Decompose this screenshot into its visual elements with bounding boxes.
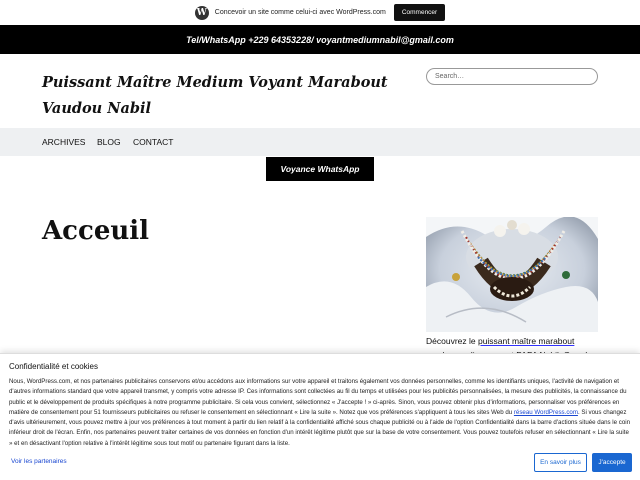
main-navigation: [0, 128, 640, 156]
see-partners-link[interactable]: Voir les partenaires: [11, 458, 67, 465]
sidebar-text-link[interactable]: puissant maître marabout: [477, 336, 575, 346]
accept-button[interactable]: J'accepte: [592, 453, 632, 472]
page-title: Acceuil: [42, 216, 150, 246]
wordpress-network-link[interactable]: réseau WordPress.com: [513, 408, 578, 416]
search-input[interactable]: [426, 68, 598, 85]
cookie-body-text-1: Nous, WordPress.com, et nos partenaires publicitaires conservons et/ou accédons aux informations sur votre appareil et traitons également vos données personnelles, comme les identifiants uniques, l'activité de navigation et d'autres informations standard que votre appareil transmet, y compris votre adresse IP. Ces informations sont collectées au fil du temps et utilisées pour les publicités personnalisées, la mesure des publicités, la connaissance du public et le développement de produits spécifiques à notre programme publicitaire. Si cela vous convient, sélectionnez « J'accepte ! » ci-après. Sinon, vous pouvez obtenir plus d'informations, personnaliser vos préférences en matière de consentement pour 51 fournisseurs publicitaires ou refuser le consentement en sélectionnant « Lire la suite ». Notez que vos préférences s'appliquent à tous les sites Web du: [9, 378, 627, 416]
wordpress-logo-icon: W: [196, 7, 207, 18]
contact-bar: [0, 25, 640, 54]
cookie-body-text-2: . Si vous changez d'avis ultérieurement, vous pouvez mettre à jour vos préférences à tout moment à partir du lien relatif à la confidentialité affiché sous chaque publicité ou à l'aide de l'option Confidentialité dans la barre d'actions située dans le coin inférieur droit de l'écran. Enfin, nos partenaires peuvent traiter certaines de vos données en fonction d'un intérêt légitime plutôt que sur la base de votre consentement. Vous pouvez toutefois refuser en sélectionnant « Lire la suite » et en désactivant l'option relative à l'intérêt légitime sous tout motif ou partenaire figurant dans la liste.: [9, 408, 631, 447]
contact-text: Tel/WhatsApp +229 64353228/ voyantmediumnabil@gmail.com: [186, 34, 454, 45]
wordpress-promo-text: Concevoir un site comme celui-ci avec WordPress.com: [214, 9, 386, 16]
cookie-title: Confidentialité et cookies: [9, 362, 98, 371]
learn-more-button[interactable]: En savoir plus: [534, 453, 587, 472]
site-title[interactable]: Puissant Maître Medium Voyant Marabout Vaudou Nabil: [42, 74, 388, 117]
cookie-body: [9, 377, 633, 449]
sidebar-text-prefix: Découvrez le: [426, 336, 478, 346]
search-placeholder: Search…: [435, 73, 465, 80]
wordpress-promo-bar: [0, 0, 640, 25]
nav-item-archives[interactable]: ARCHIVES: [42, 137, 86, 147]
sidebar-image[interactable]: [426, 217, 598, 332]
nav-item-blog[interactable]: BLOG: [97, 137, 121, 147]
whatsapp-voyance-button[interactable]: Voyance WhatsApp: [266, 157, 374, 181]
beads-illustration: [426, 217, 598, 332]
start-button[interactable]: Commencer: [394, 4, 445, 21]
nav-item-contact[interactable]: CONTACT: [133, 137, 174, 147]
